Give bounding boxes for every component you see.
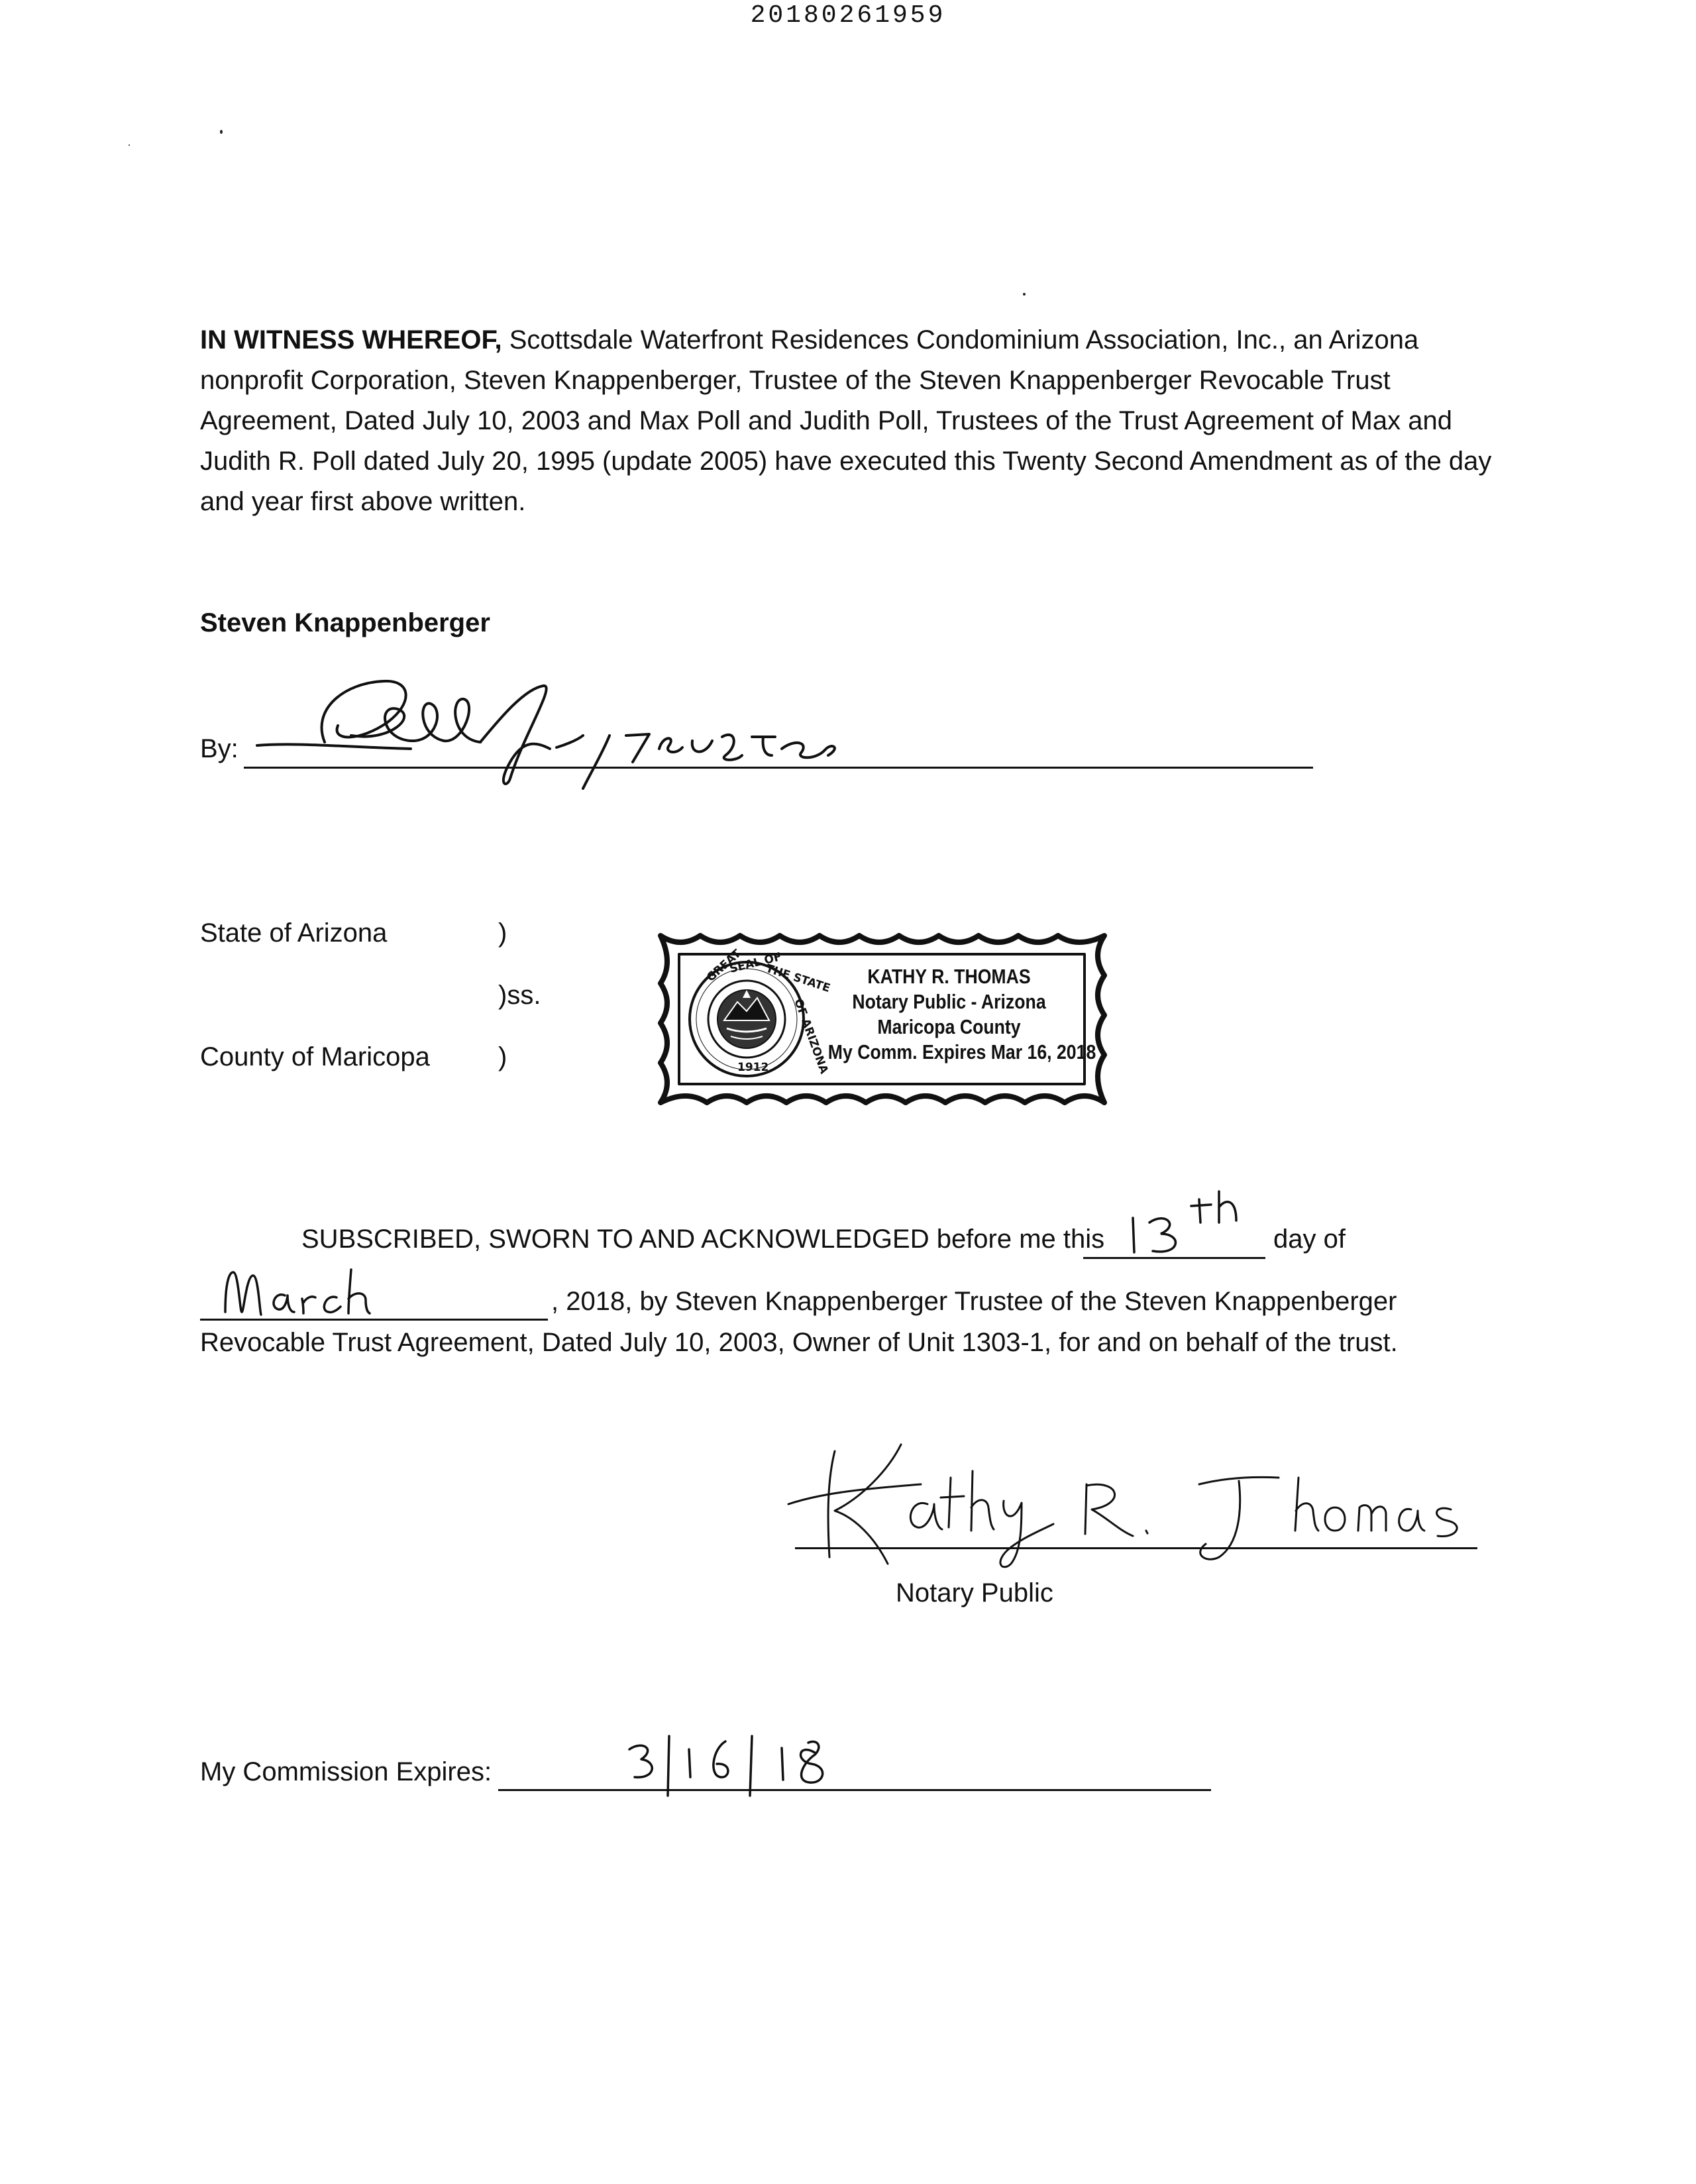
notary-signature bbox=[775, 1425, 1491, 1577]
ack-line-2: , 2018, by Steven Knappenberger Trustee of the Steven Knappenberger bbox=[551, 1287, 1397, 1316]
handwritten-month bbox=[219, 1259, 417, 1325]
by-label: By: bbox=[200, 734, 238, 763]
scan-speck bbox=[1023, 293, 1026, 296]
scan-speck bbox=[220, 130, 223, 134]
stamp-notary-title: Notary Public - Arizona bbox=[852, 990, 1046, 1013]
venue-paren: ) bbox=[498, 1042, 507, 1071]
notary-public-caption: Notary Public bbox=[896, 1578, 1053, 1608]
stamp-notary-name: KATHY R. THOMAS bbox=[867, 965, 1031, 988]
witness-clause bbox=[200, 320, 1499, 522]
venue-state: State of Arizona bbox=[200, 918, 388, 948]
witness-text: Scottsdale Waterfront Residences Condominium Association, Inc., an Arizona nonprofit Corporation, Steven Knappenberger, Trustee of the Steven Knappenberger Revocable Trust Agreement, Dated July 10, 2003 and Max Poll and Judith Poll, Trustees of the Trust Agreement of Max and Judith R. Poll dated July 20, 1995 (update 2005) have executed this Twenty Second Amendment as of the day and year first above written. bbox=[200, 325, 1492, 516]
state-seal-icon bbox=[690, 947, 832, 1076]
venue-county: County of Maricopa bbox=[200, 1042, 430, 1071]
notary-signature-line bbox=[795, 1547, 1477, 1549]
stamp-county: Maricopa County bbox=[877, 1015, 1021, 1038]
svg-text:THE STATE: THE STATE bbox=[764, 961, 832, 995]
stamp-expiration: My Comm. Expires Mar 16, 2018 bbox=[827, 1040, 1096, 1064]
ack-line-3: Revocable Trust Agreement, Dated July 10, 2003, Owner of Unit 1303-1, for and on behalf of the trust. bbox=[200, 1328, 1398, 1357]
commission-date-line bbox=[498, 1789, 1211, 1791]
venue-ss: )ss. bbox=[498, 981, 541, 1010]
svg-text:1912: 1912 bbox=[737, 1061, 769, 1074]
signatory-name: Steven Knappenberger bbox=[200, 608, 490, 637]
venue-paren: ) bbox=[498, 918, 507, 948]
scan-speck bbox=[129, 144, 130, 146]
ack-line-1: SUBSCRIBED, SWORN TO AND ACKNOWLEDGED before me this bbox=[301, 1225, 1105, 1254]
svg-text:GREAT: GREAT bbox=[704, 947, 744, 985]
handwritten-day bbox=[1120, 1186, 1252, 1259]
witness-lead: IN WITNESS WHEREOF, bbox=[200, 325, 502, 355]
notary-stamp-text bbox=[827, 964, 1096, 1065]
svg-text:SEAL OF: SEAL OF bbox=[728, 950, 783, 976]
recording-number: 20180261959 bbox=[750, 1, 946, 30]
handwritten-expiration-date bbox=[616, 1723, 841, 1802]
trustee-signature bbox=[245, 663, 841, 802]
svg-text:OF ARIZONA: OF ARIZONA bbox=[791, 997, 831, 1076]
ack-day-of: day of bbox=[1273, 1225, 1346, 1254]
commission-expires-label: My Commission Expires: bbox=[200, 1757, 492, 1786]
